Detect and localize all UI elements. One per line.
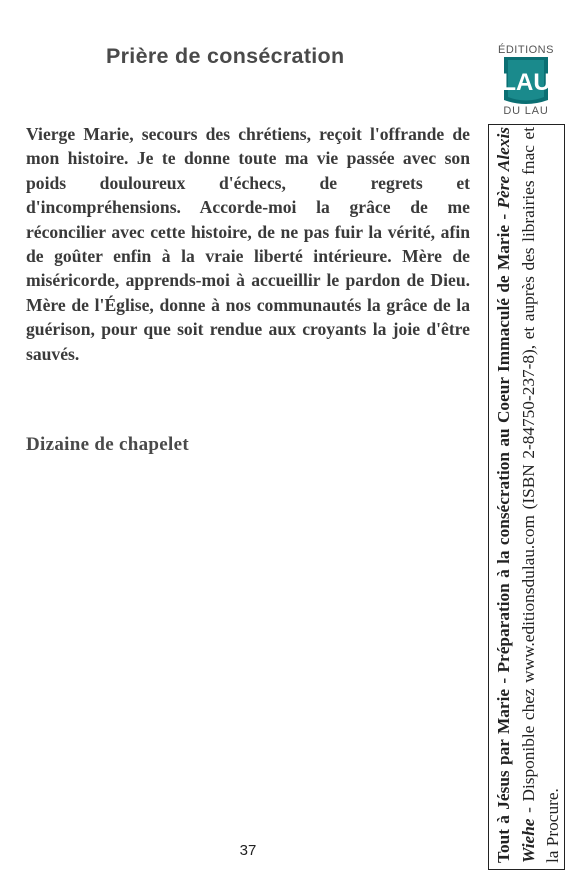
book-author: Père Alexis Wiehe — [494, 127, 538, 863]
book-reference-text — [491, 124, 565, 867]
consecration-prayer-text: Vierge Marie, secours des chrétiens, reçoit l'offrande de mon histoire. Je te donne toute ma vie passée avec son poids douloureux d'échecs, de regrets et d'incompréhensions. Accorde-moi la grâce de me réconcilier avec cette histoire, de ne pas fuir la vérité, afin de goûter enfin à la vraie liberté intérieure. Mère de miséricorde, apprends-moi à accueillir le pardon de Dieu. Mère de l'Église, donne à nos communautés la grâce de la guérison, pour que soit rendue aux croyants la joie d'être sauvés. — [26, 124, 470, 364]
svg-text:DU LAU: DU LAU — [503, 105, 549, 117]
book-availability: - Disponible chez www.editionsdulau.com (ISBN 2-84750-237-8), et auprès des librairies fnac et la Procure. — [518, 127, 563, 863]
page-number: 37 — [239, 842, 257, 859]
page-title: Prière de consécration — [106, 44, 345, 68]
svg-text:LAU: LAU — [501, 69, 551, 96]
book-title: Tout à Jésus par Marie - Préparation à la consécration au Coeur Immaculé de Marie - — [494, 213, 513, 863]
svg-text:ÉDITIONS: ÉDITIONS — [498, 44, 554, 56]
rosary-decade-heading: Dizaine de chapelet — [26, 434, 189, 455]
book-reference-sidebar — [488, 124, 565, 870]
publisher-logo — [494, 40, 558, 118]
